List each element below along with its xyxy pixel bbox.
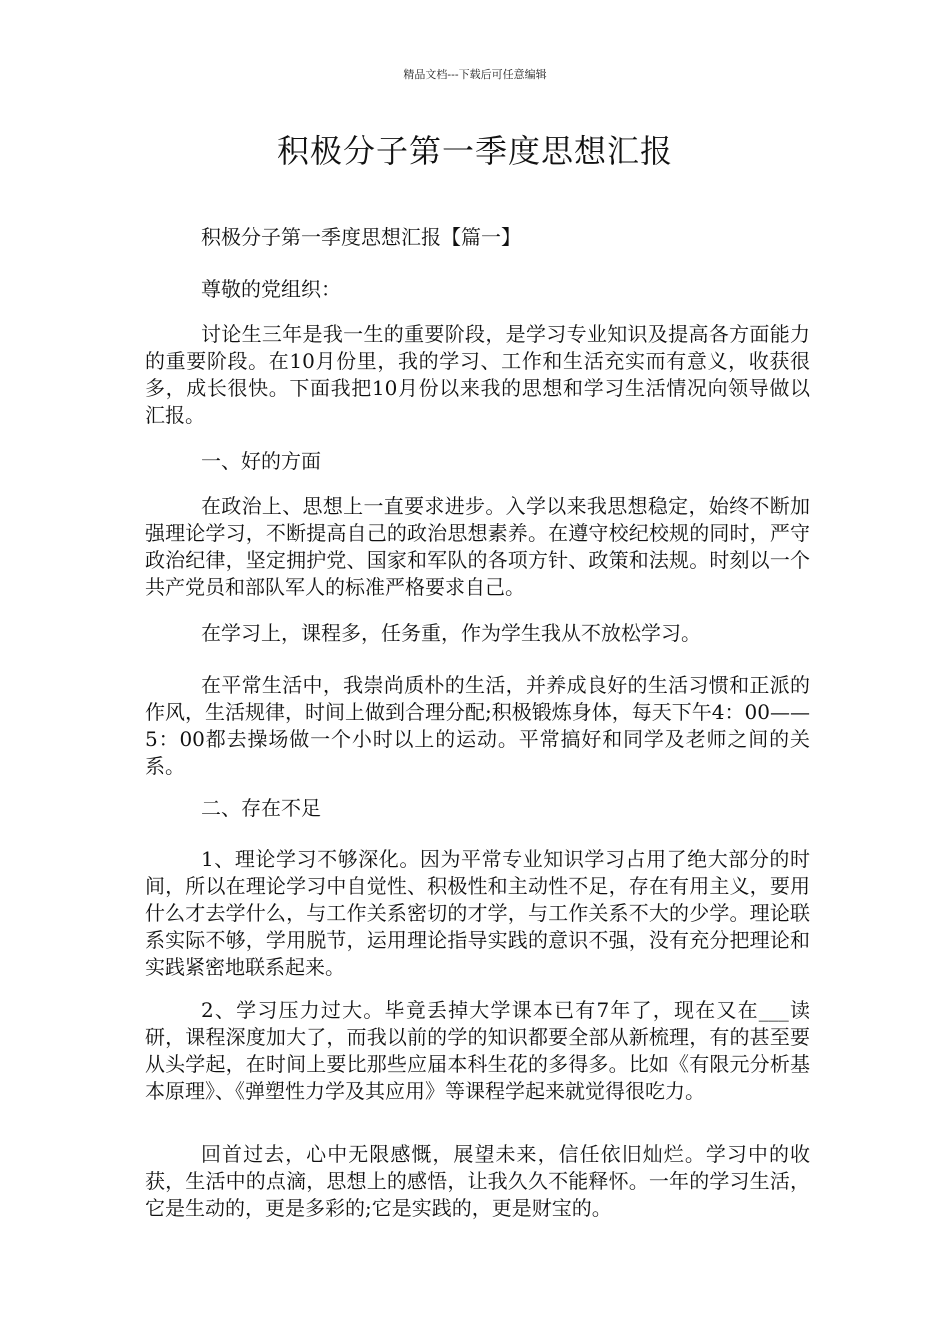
- salutation: 尊敬的党组织：: [201, 277, 341, 301]
- paragraph-politics: 在政治上、思想上一直要求进步。入学以来我思想稳定，始终不断加强理论学习，不断提高自己的政治思想素养。在遵守校纪校规的同时，严守政治纪律，坚定拥护党、国家和军队的各项方针、政策和法规。时刻以一个共产党员和部队军人的标准严格要求自己。: [145, 494, 810, 599]
- paragraph-point-1: 1、理论学习不够深化。因为平常专业知识学习占用了绝大部分的时间，所以在理论学习中自觉性、积极性和主动性不足，存在有用主义，要用什么才去学什么，与工作关系密切的才学，与工作关系不大的少学。理论联系实际不够，学用脱节，运用理论指导实践的意识不强，没有充分把理论和实践紧密地联系起来。: [145, 847, 810, 979]
- document-title: 积极分子第一季度思想汇报: [276, 132, 673, 170]
- section-heading-good: 一、好的方面: [201, 449, 321, 473]
- paragraph-point-2: 2、学习压力过大。毕竟丢掉大学课本已有7年了，现在又在___读研，课程深度加大了，而我以前的学的知识都要全部从新梳理，有的甚至要从头学起，在时间上要比那些应届本科生花的多得多。比如《有限元分析基本原理》、《弹塑性力学及其应用》等课程学起来就觉得很吃力。: [145, 998, 810, 1103]
- paragraph-life: 在平常生活中，我崇尚质朴的生活，并养成良好的生活习惯和正派的作风，生活规律，时间上做到合理分配;积极锻炼身体，每天下午4：00——5：00都去操场做一个小时以上的运动。平常搞好和同学及老师之间的关系。: [145, 673, 810, 778]
- paragraph-intro: 讨论生三年是我一生的重要阶段，是学习专业知识及提高各方面能力的重要阶段。在10月份里，我的学习、工作和生活充实而有意义，收获很多，成长很快。下面我把10月份以来我的思想和学习生活情况向领导做以汇报。: [145, 322, 810, 427]
- section-heading-shortcomings: 二、存在不足: [201, 796, 321, 820]
- section-subtitle: 积极分子第一季度思想汇报【篇一】: [201, 225, 521, 249]
- header-note: 精品文档---下载后可任意编辑: [403, 68, 547, 81]
- paragraph-study: 在学习上，课程多，任务重，作为学生我从不放松学习。: [201, 621, 701, 645]
- paragraph-closing: 回首过去，心中无限感慨，展望未来，信任依旧灿烂。学习中的收获，生活中的点滴，思想上的感悟，让我久久不能释怀。一年的学习生活，它是生动的，更是多彩的;它是实践的，更是财宝的。: [145, 1142, 810, 1220]
